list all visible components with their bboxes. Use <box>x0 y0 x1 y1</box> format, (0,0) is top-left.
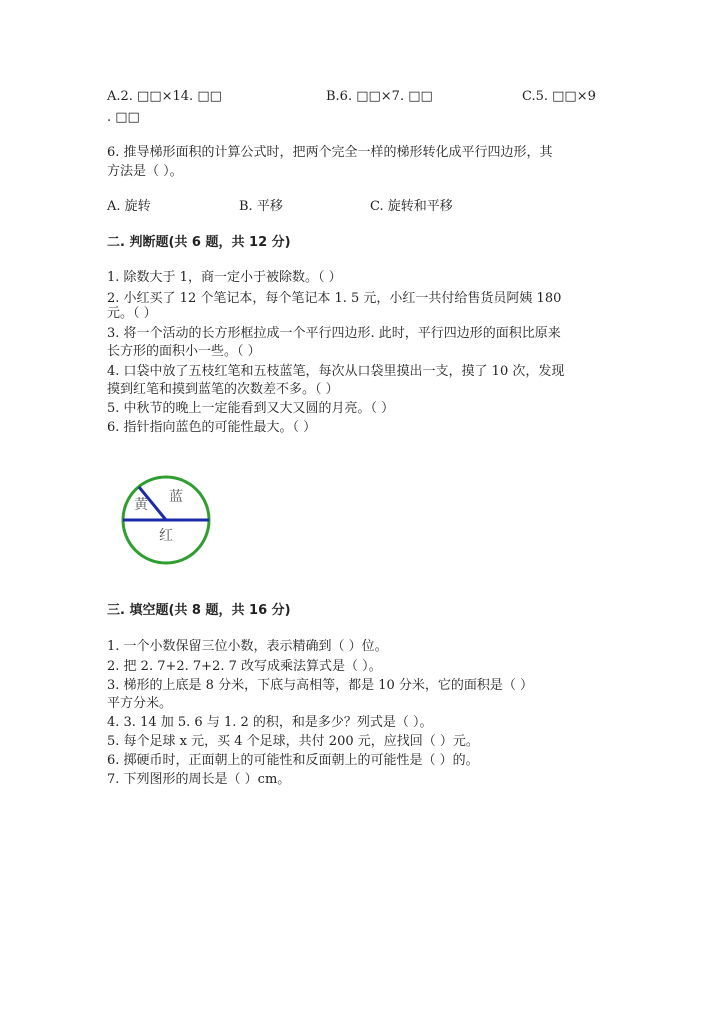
s2-q4-line1: 4. 口袋中放了五枝红笔和五枝蓝笔，每次从口袋里摸出一支，摸了 10 次，发现 <box>107 364 565 379</box>
q5-option-c: C.5. □□×9 <box>522 89 596 104</box>
q6-text-line2: 方法是（ ）。 <box>107 164 183 179</box>
s3-q6: 6. 掷硬币时，正面朝上的可能性和反面朝上的可能性是（ ）的。 <box>107 753 479 768</box>
s2-q1: 1. 除数大于 1，商一定小于被除数。（ ） <box>107 270 342 285</box>
s2-q6: 6. 指针指向蓝色的可能性最大。（ ） <box>107 420 317 435</box>
q5-option-c-continued: . □□ <box>107 110 140 125</box>
s2-q3-line1: 3. 将一个活动的长方形框拉成一个平行四边形. 此时，平行四边形的面积比原来 <box>107 326 561 341</box>
q6-text-line1: 6. 推导梯形面积的计算公式时，把两个完全一样的梯形转化成平行四边形，其 <box>107 145 553 160</box>
s2-q2-line2: 元。（ ） <box>107 306 157 321</box>
label-yellow: 黄 <box>134 497 148 513</box>
s2-q3-line2: 长方形的面积小一些。（ ） <box>107 344 261 359</box>
s2-q2-line1: 2. 小红买了 12 个笔记本，每个笔记本 1. 5 元，小红一共付给售货员阿姨 180 <box>107 291 562 306</box>
q6-option-a: A. 旋转 <box>107 199 151 214</box>
section3-title: 三. 填空题(共 8 题，共 16 分) <box>107 603 291 618</box>
q5-option-a: A.2. □□×14. □□ <box>107 89 222 104</box>
s3-q1: 1. 一个小数保留三位小数，表示精确到（ ）位。 <box>107 639 388 654</box>
label-blue: 蓝 <box>169 489 183 505</box>
s3-q3-line1: 3. 梯形的上底是 8 分米，下底与高相等，都是 10 分米，它的面积是（ ） <box>107 678 534 693</box>
spinner-figure <box>120 474 212 566</box>
q6-option-b: B. 平移 <box>239 199 283 214</box>
q5-option-b: B.6. □□×7. □□ <box>326 89 433 104</box>
s3-q3-line2: 平方分米。 <box>107 696 173 711</box>
s2-q4-line2: 摸到红笔和摸到蓝笔的次数差不多。（ ） <box>107 382 339 397</box>
s3-q4: 4. 3. 14 加 5. 6 与 1. 2 的积，和是多少？列式是（ ）。 <box>107 715 433 730</box>
s3-q5: 5. 每个足球 x 元，买 4 个足球，共付 200 元，应找回（ ）元。 <box>107 734 479 749</box>
s3-q7: 7. 下列图形的周长是（ ）cm。 <box>107 772 291 787</box>
s3-q2: 2. 把 2. 7+2. 7+2. 7 改写成乘法算式是（ ）。 <box>107 659 382 674</box>
s2-q5: 5. 中秋节的晚上一定能看到又大又圆的月亮。（ ） <box>107 401 395 416</box>
q6-option-c: C. 旋转和平移 <box>370 199 453 214</box>
label-red: 红 <box>159 528 173 544</box>
section2-title: 二. 判断题(共 6 题，共 12 分) <box>107 235 291 250</box>
